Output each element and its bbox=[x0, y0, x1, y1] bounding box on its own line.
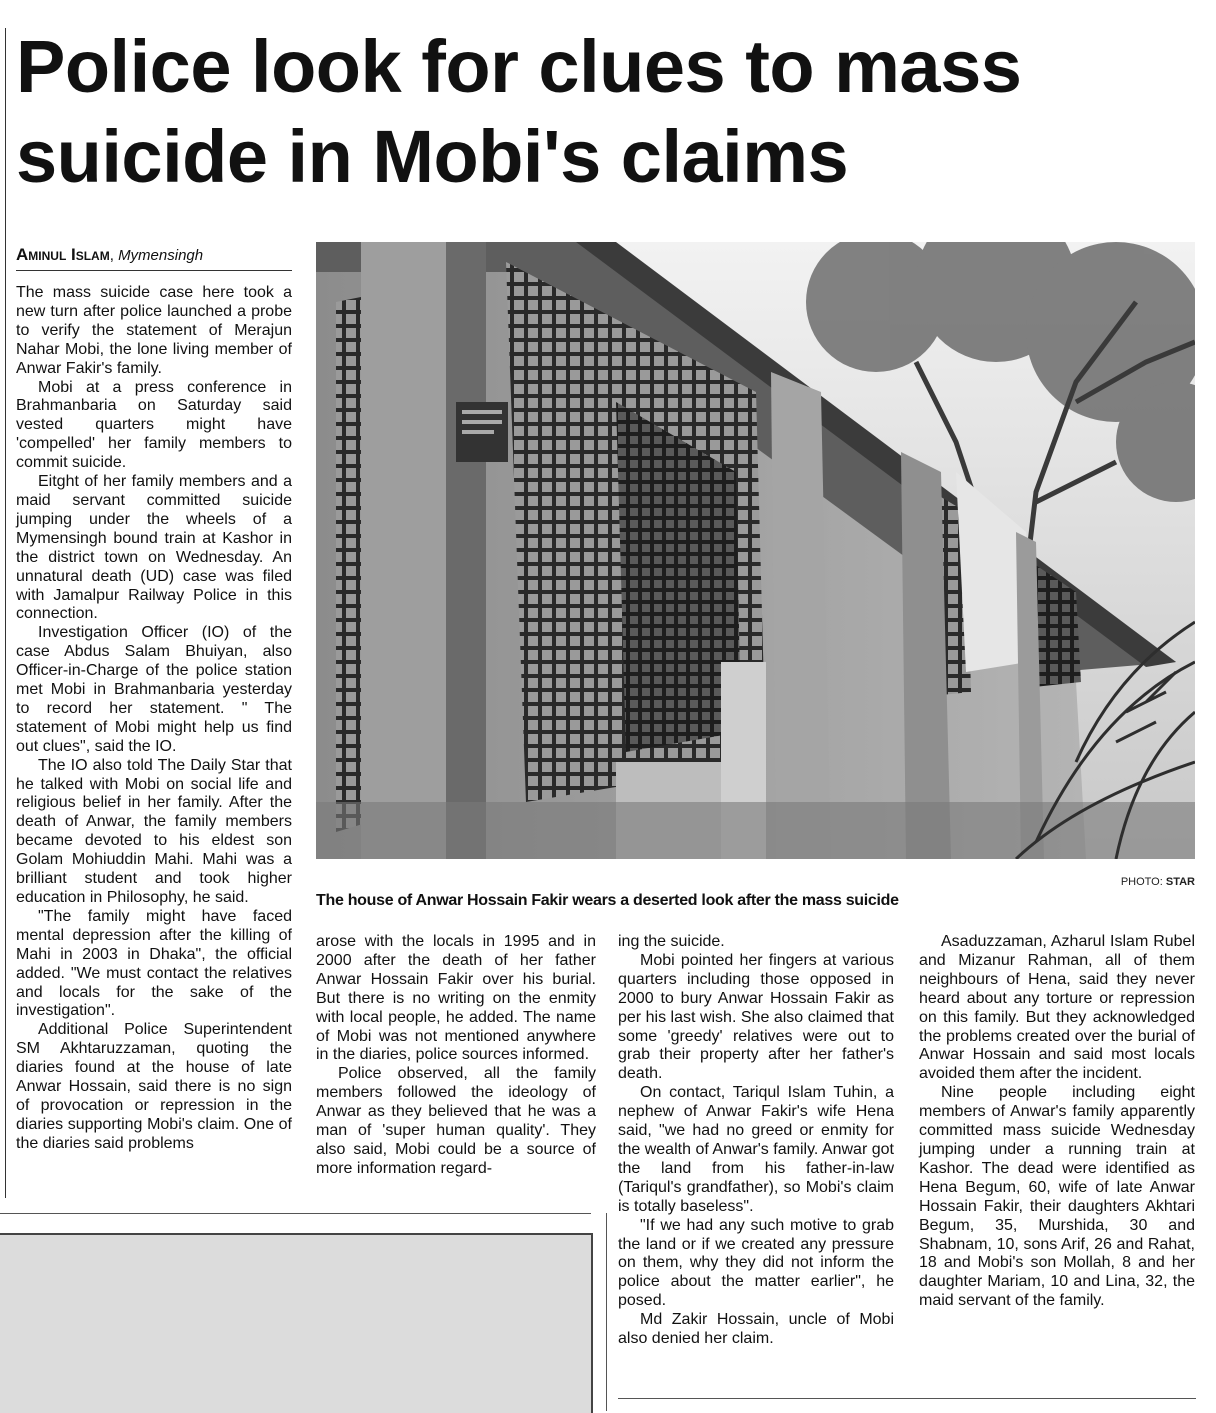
news-photo bbox=[316, 242, 1195, 859]
article-column-4 bbox=[919, 933, 1195, 1311]
paragraph: Eitght of her family members and a maid servant committed suicide jumping under the wheels of a Mymensingh bound train at Kashor in the district town on Wednesday. An unnatural death (UD) case was filed with Jamalpur Railway Police in this connection. bbox=[16, 473, 292, 623]
photo-credit-label: PHOTO: bbox=[1120, 876, 1163, 888]
paragraph: Investigation Officer (IO) of the case Abdus Salam Bhuiyan, also Officer-in-Charge of the police station met Mobi in Brahmanbaria yesterday to record her statement. " The statement of Mobi might help us find out clues", said the IO. bbox=[16, 624, 292, 755]
paragraph: Police observed, all the family members followed the ideology of Anwar as they believed that he was a man of 'super human quality'. They also said, Mobi could be a source of more information regard- bbox=[316, 1065, 596, 1177]
bottom-left-rule bbox=[0, 1213, 591, 1214]
advertisement-box bbox=[0, 1233, 593, 1413]
house-photo-illustration bbox=[316, 242, 1195, 859]
photo-caption: The house of Anwar Hossain Fakir wears a deserted look after the mass suicide bbox=[316, 892, 899, 909]
article-column-3 bbox=[618, 933, 894, 1349]
paragraph: The mass suicide case here took a new turn after police launched a probe to verify the statement of Merajun Nahar Mobi, the lone living member of Anwar Fakir's family. bbox=[16, 284, 292, 377]
paragraph: arose with the locals in 1995 and in 2000 after the death of her father Anwar Hossain Fakir over his burial. But there is no writing on the enmity with local people, he added. The name of Mobi was not mentioned anywhere in the diaries, police sources informed. bbox=[316, 933, 596, 1064]
photo-credit bbox=[1121, 876, 1195, 888]
paragraph: Additional Police Superintendent SM Akhtaruzzaman, quoting the diaries found at the house of late Anwar Hossain, said there is no sign of provocation or repression in the diaries supporting Mobi's claim. One of the diaries said problems bbox=[16, 1021, 292, 1152]
byline: Aminul Islam, Mymensingh bbox=[16, 245, 204, 264]
bottom-right-rule bbox=[618, 1398, 1196, 1399]
paragraph: The IO also told The Daily Star that he talked with Mobi on social life and religious belief in her family. After the death of Anwar, the family members became devoted to his eldest son Golam Mohiuddin Mahi. Mahi was a brilliant student and took higher education in Philosophy, he said. bbox=[16, 756, 292, 906]
column-divider bbox=[606, 1213, 607, 1411]
photo-credit-source: STAR bbox=[1165, 876, 1195, 888]
paragraph: Mobi at a press conference in Brahmanbaria on Saturday said vested quarters might have 'compelled' her family members to commit suicide. bbox=[16, 378, 292, 472]
article-column-2 bbox=[316, 933, 596, 1179]
paragraph: On contact, Tariqul Islam Tuhin, a nephew of Anwar Fakir's wife Hena said, "we had no greed or enmity for the wealth of Anwar's family. Anwar got the land from his father-in-law (Tariqul's grandfather), so Mobi's claim is totally baseless". bbox=[618, 1084, 894, 1215]
paragraph: "The family might have faced mental depression after the killing of Mahi in 2003 in Dhaka", the official added. "We must contact the relatives and locals for the sake of the investigation". bbox=[16, 907, 292, 1020]
paragraph: Asaduzzaman, Azharul Islam Rubel and Mizanur Rahman, all of them neighbours of Hena, said they never heard about any torture or repression on this family. But they acknowledged the problems created over the burial of Anwar Hossain and said most locals avoided them after the incident. bbox=[919, 933, 1195, 1083]
paragraph: Nine people including eight members of Anwar's family apparently committed mass suicide Wednesday jumping under a running train at Kashor. The dead were identified as Hena Begum, 60, wife of late Anwar Hossain Fakir, their daughters Akhtari Begum, 35, Murshida, 30 and Shabnam, 10, sons Arif, 26 and Rahat, 18 and Mobi's son Mollah, 8 and her daughter Mariam, 10 and Lina, 32, the maid servant of the family. bbox=[919, 1084, 1195, 1310]
left-column-rule bbox=[5, 28, 6, 1198]
paragraph: "If we had any such motive to grab the land or if we created any pressure on them, why they did not inform the police about the matter earlier", he posed. bbox=[618, 1216, 894, 1310]
byline-author: Aminul Islam bbox=[16, 245, 110, 264]
paragraph: ing the suicide. bbox=[618, 933, 725, 950]
article-column-1 bbox=[16, 284, 292, 1154]
headline: Police look for clues to mass suicide in Mobi's claims bbox=[16, 25, 1022, 198]
byline-location: Mymensingh bbox=[118, 247, 204, 264]
paragraph: Md Zakir Hossain, uncle of Mobi also denied her claim. bbox=[618, 1311, 894, 1348]
byline-rule bbox=[16, 270, 292, 271]
paragraph: Mobi pointed her fingers at various quarters including those opposed in 2000 to bury Anwar Hossain Fakir as per his last wish. She also claimed that some 'greedy' relatives were out to grab their property after her father's death. bbox=[618, 951, 894, 1083]
